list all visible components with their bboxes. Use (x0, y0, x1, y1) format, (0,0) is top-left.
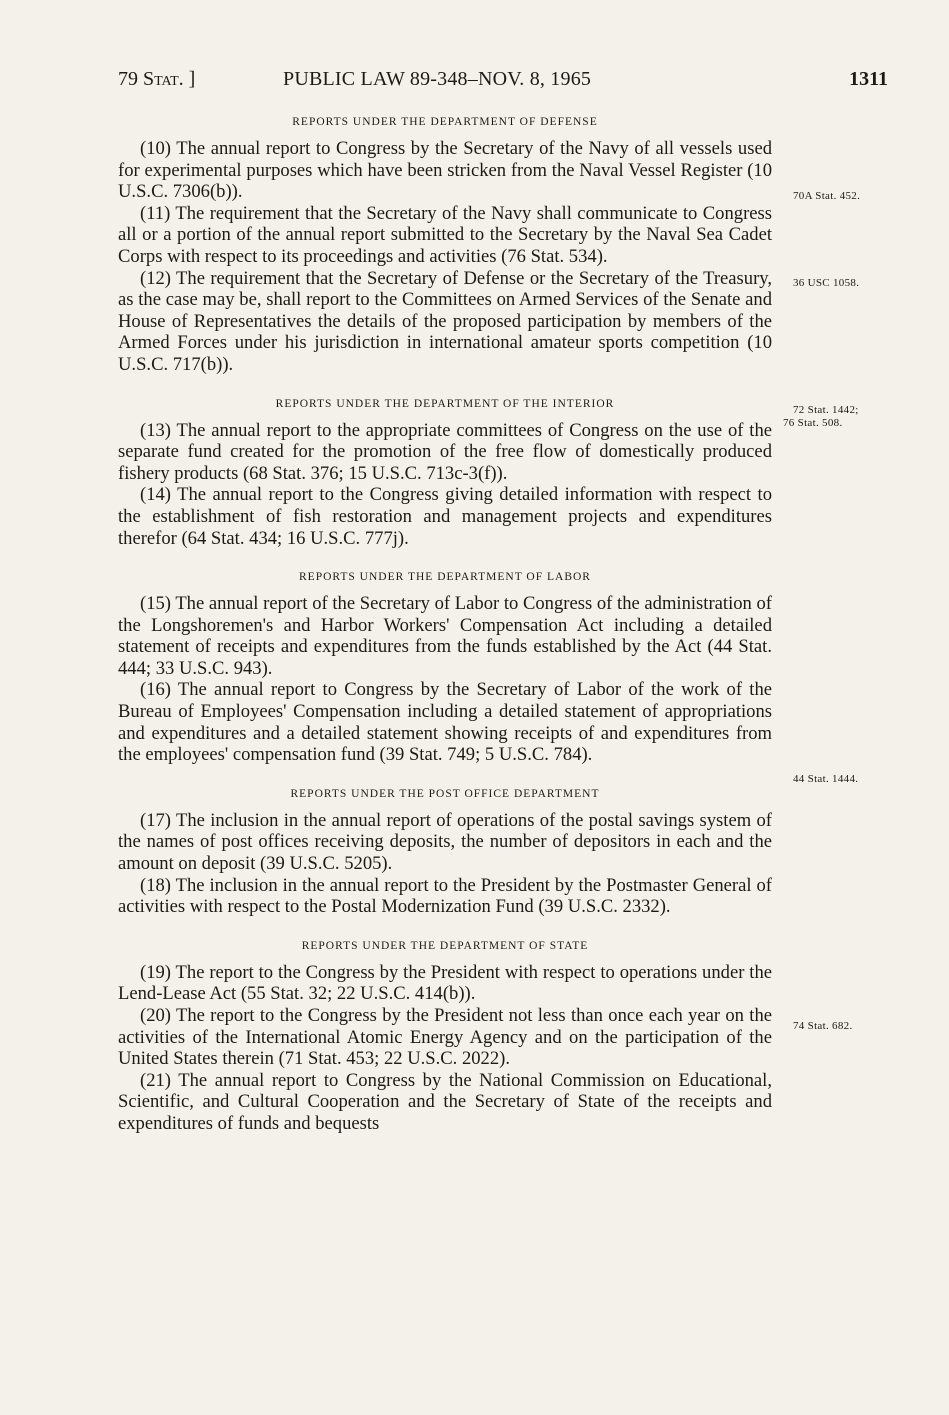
section-heading-defense: REPORTS UNDER THE DEPARTMENT OF DEFENSE (292, 116, 598, 128)
page-header (118, 68, 888, 98)
paragraph-10: (10) The annual report to Congress by the Secretary of the Navy of all vessels used for experimental purposes which have been stricken from the Naval Vessel Register (10 U.S.C. 7306(b)). (118, 138, 772, 203)
page-title: PUBLIC LAW 89-348–NOV. 8, 1965 (283, 68, 592, 90)
paragraph-13: (13) The annual report to the appropriate committees of Congress on the use of the separate fund created for the promotion of the free flow of domestically produced fishery products (68 Stat. 376; 15 U.S.C. 713c-3(f)). (118, 419, 772, 484)
paragraph-19: (19) The report to the Congress by the President with respect to operations under the Lend-Lease Act (55 Stat. 32; 22 U.S.C. 414(b)). (118, 961, 772, 1005)
margin-note: 44 Stat. 1444. (793, 773, 859, 785)
margin-note: 76 Stat. 508. (783, 417, 843, 429)
paragraph-12: (12) The requirement that the Secretary of Defense or the Secretary of the Treasury, as the case may be, shall report to the Committees on Armed Services of the Senate and House of Representatives the details of the proposed participation by members of the Armed Forces under his jurisdiction in international amateur sports competition (10 U.S.C. 717(b)). (118, 267, 772, 375)
page-number: 1311 (849, 68, 888, 90)
paragraph-11: (11) The requirement that the Secretary of the Navy shall communicate to Congress all or a portion of the annual report submitted to the Secretary by the Naval Sea Cadet Corps with respect to its proceedings and activities (76 Stat. 534). (118, 202, 772, 267)
paragraph-20: (20) The report to the Congress by the President not less than once each year on the activities of the International Atomic Energy Agency and on the participation of the United States therein (71 Stat. 453; 22 U.S.C. 2022). (118, 1005, 772, 1070)
volume-reference: 79 Stat. ] (118, 68, 196, 90)
margin-note: 70A Stat. 452. (793, 190, 861, 202)
paragraph-15: (15) The annual report of the Secretary of Labor to Congress of the administration of the Longshoremen's and Harbor Workers' Compensation Act including a detailed statement of receipts and expenditures from the funds established by the Act (44 Stat. 444; 33 U.S.C. 943). (118, 593, 772, 679)
paragraph-21: (21) The annual report to Congress by the National Commission on Educational, Scientific, and Cultural Cooperation and the Secretary of State of the receipts and expenditures of funds and bequests (118, 1069, 772, 1134)
section-heading-interior: REPORTS UNDER THE DEPARTMENT OF THE INTERIOR (275, 397, 615, 410)
paragraph-18: (18) The inclusion in the annual report to the President by the Postmaster General of activities with respect to the Postal Modernization Fund (39 U.S.C. 2332). (118, 874, 772, 918)
body-text (118, 116, 772, 1135)
margin-note: 74 Stat. 682. (793, 1020, 853, 1032)
paragraph-17: (17) The inclusion in the annual report of operations of the postal savings system of the names of post offices receiving deposits, the number of depositors in each and the amount on deposit (39 U.S.C. 5205). (118, 809, 772, 875)
margin-note: 72 Stat. 1442; (793, 404, 859, 416)
margin-note: 36 USC 1058. (793, 277, 860, 289)
section-heading-post-office: REPORTS UNDER THE POST OFFICE DEPARTMENT (290, 787, 600, 800)
section-heading-state: REPORTS UNDER THE DEPARTMENT OF STATE (301, 939, 589, 952)
paragraph-16: (16) The annual report to Congress by the Secretary of Labor of the work of the Bureau of Employees' Compensation including a detailed statement of appropriations and expenditures and a detailed statement showing receipts of and expenditures from the employees' compensation fund (39 Stat. 749; 5 U.S.C. 784). (118, 679, 772, 766)
section-heading-labor: REPORTS UNDER THE DEPARTMENT OF LABOR (299, 571, 591, 584)
paragraph-14: (14) The annual report to the Congress giving detailed information with respect to the establishment of fish restoration and management projects and expenditures therefor (64 Stat. 434; 16 U.S.C. 777j). (118, 484, 772, 549)
